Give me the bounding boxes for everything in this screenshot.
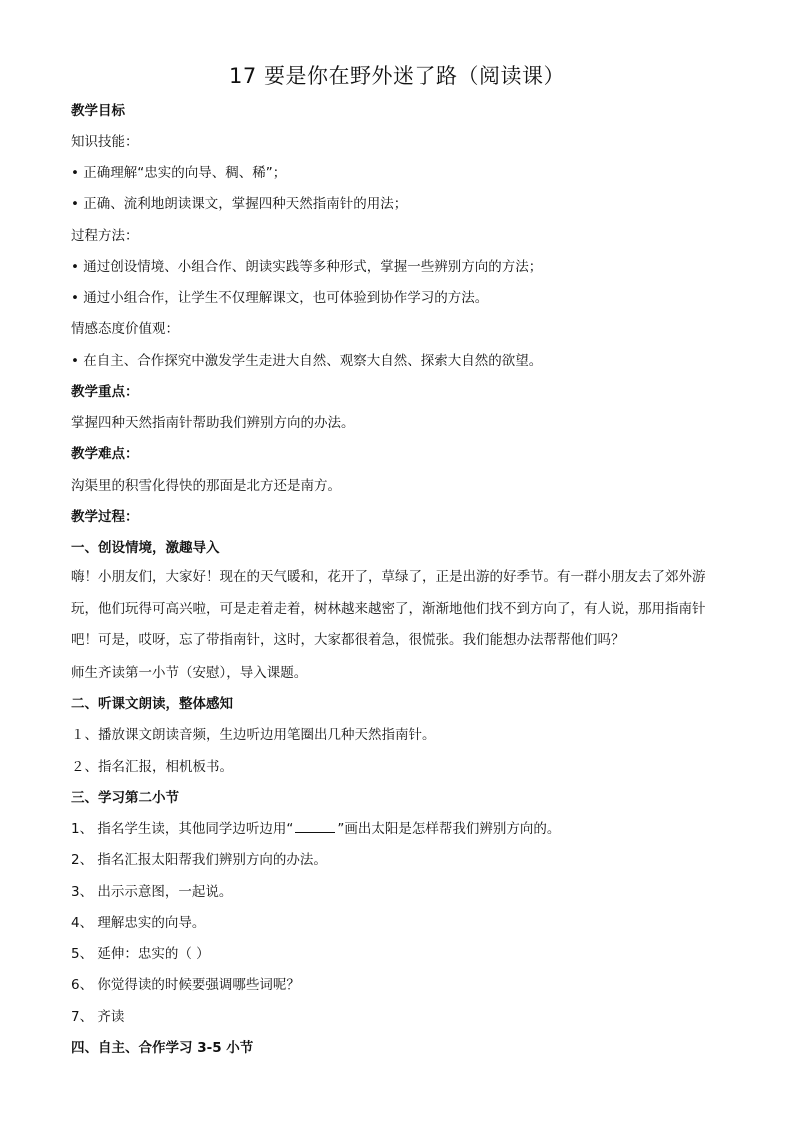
knowledge-label: 知识技能： (71, 134, 139, 150)
part3-item-6: 6、 你觉得读的时候要强调哪些词呢？ (71, 977, 300, 993)
page-title: 17 要是你在野外迷了路（阅读课） (229, 64, 565, 88)
part2-item-2: ２、指名汇报，相机板书。 (71, 759, 233, 775)
part3-item-1-end: ”画出太阳是怎样帮我们辨别方向的。 (337, 821, 561, 837)
part3-item-3: 3、 出示示意图，一起说。 (71, 884, 233, 900)
part3-item-5: 5、 延伸：忠实的（ ） (71, 946, 210, 962)
part3-item-7: 7、 齐读 (71, 1009, 125, 1025)
part3-item-4: 4、 理解忠实的向导。 (71, 915, 206, 931)
part3-item-1 (71, 820, 731, 838)
emotion-label: 情感态度价值观： (71, 321, 179, 337)
emotion-item-1: • 在自主、合作探究中激发学生走进大自然、观察大自然、探索大自然的欲望。 (71, 353, 543, 369)
part3-item-1-start: 1、 指名学生读，其他同学边听边用“ (71, 821, 294, 837)
difficulty-text: 沟渠里的积雪化得快的那面是北方还是南方。 (71, 478, 341, 494)
process-item-1: • 通过创设情境、小组合作、朗读实践等多种形式，掌握一些辨别方向的方法； (71, 259, 543, 275)
part1-heading: 一、创设情境，激趣导入 (71, 540, 220, 556)
part2-heading: 二、听课文朗读，整体感知 (71, 696, 233, 712)
knowledge-item-2: • 正确、流利地朗读课文，掌握四种天然指南针的用法； (71, 196, 408, 212)
part3-heading: 三、学习第二小节 (71, 790, 179, 806)
part1-after: 师生齐读第一小节（安慰），导入课题。 (71, 665, 308, 681)
knowledge-item-1: • 正确理解“忠实的向导、稠、稀”； (71, 165, 287, 181)
process-heading: 教学过程： (71, 509, 139, 525)
part1-paragraph: 嗨！小朋友们，大家好！现在的天气暖和，花开了，草绿了，正是出游的好季节。有一群小朋友去了郊外游玩，他们玩得可高兴啦，可是走着走着，树林越来越密了，渐渐地他们找不到方向了，有人说，那用指南针吧！可是，哎呀，忘了带指南针，这时，大家都很着急，很慌张。我们能想办法帮帮他们吗？ (71, 569, 706, 648)
process-label: 过程方法： (71, 228, 139, 244)
part3-item-2: 2、 指名汇报太阳帮我们辨别方向的办法。 (71, 852, 327, 868)
process-item-2: • 通过小组合作，让学生不仅理解课文，也可体验到协作学习的方法。 (71, 290, 489, 306)
part2-item-1: １、播放课文朗读音频，生边听边用笔圈出几种天然指南针。 (71, 727, 436, 743)
key-text: 掌握四种天然指南针帮助我们辨别方向的办法。 (71, 415, 355, 431)
difficulty-heading: 教学难点： (71, 446, 139, 462)
underline-blank (295, 820, 335, 833)
goals-heading: 教学目标 (71, 103, 125, 119)
key-heading: 教学重点： (71, 384, 139, 400)
part4-heading: 四、自主、合作学习 3-5 小节 (71, 1040, 254, 1056)
